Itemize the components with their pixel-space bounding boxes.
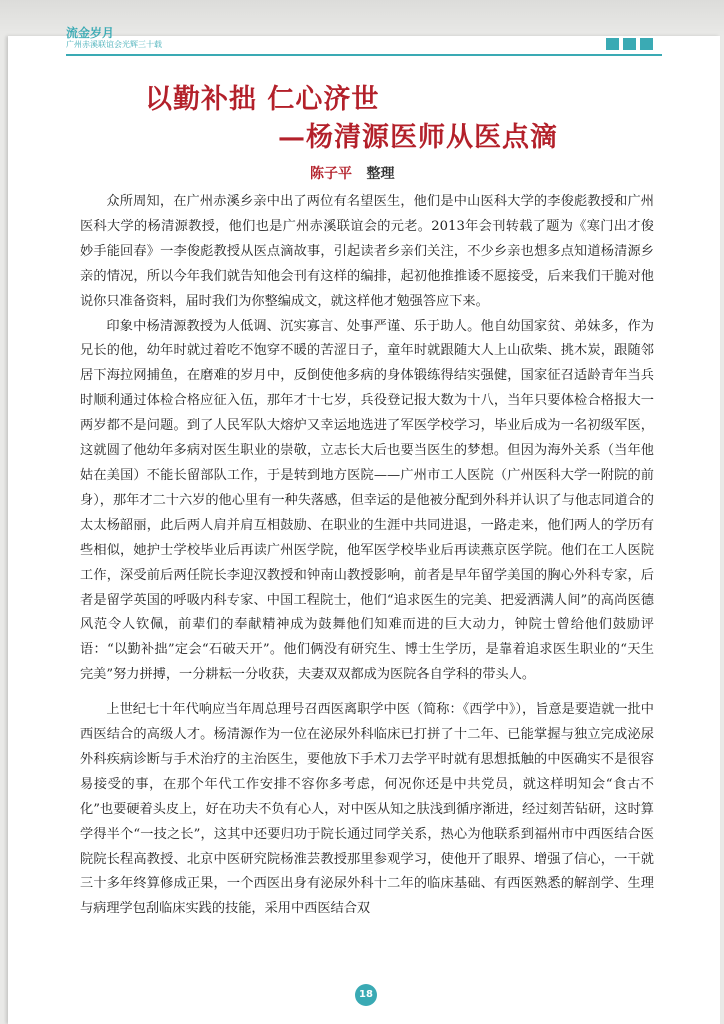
page-header xyxy=(66,26,660,50)
header-subtitle: 广州赤溪联谊会光辉三十载 xyxy=(66,40,162,49)
decor-square xyxy=(606,38,619,50)
decor-square xyxy=(623,38,636,50)
header-decoration xyxy=(606,38,653,50)
header-rule xyxy=(66,54,662,56)
decor-square xyxy=(640,38,653,50)
article-body xyxy=(80,190,654,922)
byline xyxy=(310,163,394,183)
paragraph: 上世纪七十年代响应当年周总理号召西医离职学中医（简称：《西学中》），旨意是要造就一批中西医结合的高级人才。杨清源作为一位在泌尿外科临床已打拼了十二年、已能掌握与独立完成泌尿外科疾病诊断与手术治疗的主治医生，要他放下手术刀去学平时就有思想抵触的中医确实不是很容易接受的事，在那个年代工作安排不容你多考虑，何况你还是中共党员，就这样明知会“食古不化”也要硬着头皮上，好在功夫不负有心人，对中医从知之肤浅到循序渐进，经过刻苦钻研，这时算学得半个“一技之长”，这其中还要归功于院长通过同学关系，热心为他联系到福州市中西医结合医院院长程高教授、北京中医研究院杨淮芸教授那里参观学习，使他开了眼界、增强了信心，一干就三十多年终算修成正果，一个西医出身有泌尿外科十二年的临床基础、有西医熟悉的解剖学、生理与病理学包刮临床实践的技能，采用中西医结合双 xyxy=(80,702,654,917)
article-title-line2: —杨清源医师从医点滴 xyxy=(278,122,558,153)
paragraph: 众所周知，在广州赤溪乡亲中出了两位有名望医生，他们是中山医科大学的李俊彪教授和广州医科大学的杨清源教授，他们也是广州赤溪联谊会的元老。2013年会刊转载了题为《寒门出才俊 妙手能回春》一李俊彪教授从医点滴故事，引起读者乡亲们关注，不少乡亲也想多点知道杨清源乡亲的情况，所以今年我们就告知他会刊有这样的编排，起初他推推诿不愿接受，后来我们干脆对他说你只准备资料，届时我们为你整编成文，就这样他才勉强答应下来。 xyxy=(80,194,654,309)
header-title: 流金岁月 xyxy=(66,26,115,40)
paragraph: 印象中杨清源教授为人低调、沉实寡言、处事严谨、乐于助人。他自幼国家贫、弟妹多，作为兄长的他，幼年时就过着吃不饱穿不暖的苦涩日子，童年时就跟随大人上山砍柴、挑木炭，跟随邻居下海拉网捕鱼，在磨难的岁月中，反倒使他多病的身体锻练得结实强健，国家征召适龄青年当兵时顺利通过体检合格应征入伍，那年才十七岁，兵役登记报大数为十八，当年只要体检合格报大一两岁都不是问题。到了人民军队大熔炉又幸运地选进了军医学校学习，毕业后成为一名初级军医，这就圆了他幼年多病对医生职业的崇敬，立志长大后也要当医生的梦想。但因为海外关系（当年他姑在美国）不能长留部队工作，于是转到地方医院——广州市工人医院（广州医科大学一附院的前身），那年才二十六岁的他心里有一种失落感，但幸运的是他被分配到外科并认识了与他志同道合的太太杨韶丽，此后两人肩并肩互相鼓励、在职业的生涯中共同进退，一路走来，他们两人的学历有些相似，她护士学校毕业后再读广州医学院，他军医学校毕业后再读燕京医学院。他们在工人医院工作，深受前后两任院长李迎汉教授和钟南山教授影响，前者是早年留学美国的胸心外科专家，后者是留学英国的呼吸内科专家、中国工程院士，他们“追求医生的完美、把爱洒满人间”的高尚医德风范令人钦佩，前辈们的奉献精神成为鼓舞他们知难而进的巨大动力，钟院士曾给他们鼓励评语：“以勤补拙”定会“石破天开”。他们俩没有研究生、博士生学历，是靠着追求医生职业的“天生完美”努力拼搏，一分耕耘一分收获，夫妻双双都成为医院各自学科的带头人。 xyxy=(80,318,654,683)
author-role: 整理 xyxy=(366,166,395,182)
article-title-line1: 以勤补拙 仁心济世 xyxy=(145,84,380,115)
author-name: 陈子平 xyxy=(310,166,352,182)
page-number: 18 xyxy=(355,984,377,1006)
